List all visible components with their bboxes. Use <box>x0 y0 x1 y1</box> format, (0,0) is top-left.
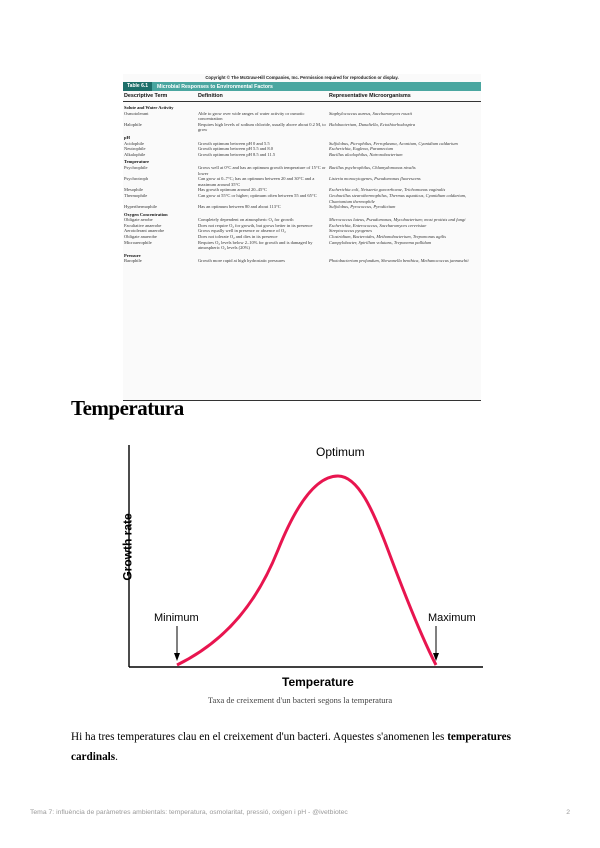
organisms-cell: Clostridium, Bacteroides, Methanobacterium, Trepomonas agilis <box>329 234 447 240</box>
section-title: Solute and Water Activity <box>124 105 174 110</box>
maximum-label: Maximum <box>428 612 476 624</box>
definition-cell: Has growth optimum around 20–45°C <box>198 187 268 193</box>
table-row <box>123 240 481 251</box>
organisms-cell: Geobacillus stearothermophilus, Thermus aquaticus, Cyanidium caldarium, Chaetomium thermophile <box>329 192 467 204</box>
definition-cell: Able to grow over wide ranges of water activity or osmotic concentration <box>198 110 305 122</box>
minimum-arrow <box>174 626 180 661</box>
organisms-cell: Escherichia coli, Neisseria gonorrhoeae, Trichomonas vaginalis <box>329 187 446 193</box>
table-title-bar <box>123 82 481 91</box>
definition-cell: Can grow at 0–7°C; has an optimum between 20 and 30°C and a maximum around 35°C <box>198 176 315 187</box>
footer-text: Tema 7: influència de paràmetres ambientals: temperatura, osmolaritat, pressió, oxigen i pH - @ivetbiotec <box>30 809 348 816</box>
x-axis-label: Temperature <box>282 675 354 689</box>
term-cell: Psychrotroph <box>124 176 148 182</box>
term-cell: Neutrophile <box>124 146 146 152</box>
paragraph-end: . <box>115 751 118 763</box>
definition-cell: Has an optimum between 80 and about 113°C <box>198 204 281 210</box>
definition-cell: Grows equally well in presence or absence of O₂ <box>198 228 286 234</box>
table-row <box>123 176 481 187</box>
table-header-row <box>123 91 481 102</box>
section-title: Temperature <box>124 159 149 165</box>
table-body <box>123 105 481 264</box>
organisms-cell: Sulfolobus, Pyrococcus, Pyrodictium <box>329 204 396 210</box>
page-number: 2 <box>566 809 570 816</box>
organisms-cell: Escherichia, Enterococcus, Saccharomyces cerevisiae <box>329 222 427 228</box>
organisms-cell: Listeria monocytogenes, Pseudomonas fluorescens <box>329 176 421 182</box>
section-title: Pressure <box>124 252 141 258</box>
term-cell: Psychrophile <box>124 164 148 170</box>
table-row <box>123 152 481 158</box>
paragraph-bold-term: temperatures cardinals <box>71 731 511 763</box>
term-cell: Halophile <box>124 121 142 127</box>
term-cell: Mesophile <box>124 187 143 193</box>
growth-curve-svg <box>108 440 488 690</box>
term-cell: Obligate anaerobe <box>124 234 157 240</box>
definition-cell: Completely dependent on atmospheric O₂ for growth <box>198 217 294 223</box>
organisms-cell: Bacillus psychrophilus, Chlamydomonas nivalis <box>329 164 416 170</box>
organisms-cell: Bacillus alcalophilus, Natronobacterium <box>329 151 403 157</box>
definition-cell: Growth optimum between pH 8.5 and 11.5 <box>198 151 276 157</box>
organisms-cell: Micrococcus luteus, Pseudomonas, Mycobacterium; most protists and fungi <box>329 217 466 223</box>
page-footer <box>30 809 570 816</box>
definition-cell: Does not tolerate O₂ and dies in its presence <box>198 234 278 240</box>
body-paragraph <box>71 727 541 767</box>
minimum-label: Minimum <box>154 612 199 624</box>
definition-cell: Growth more rapid at high hydrostatic pressures <box>198 258 285 264</box>
organisms-cell: Campylobacter, Spirillum volutans, Treponema pallidum <box>329 239 432 245</box>
header-descriptive-term: Descriptive Term <box>124 93 168 99</box>
term-cell: Osmotolerant <box>124 110 149 116</box>
term-cell: Hyperthermophile <box>124 204 157 210</box>
table-row <box>123 258 481 264</box>
organisms-cell: Escherichia, Euglena, Paramecium <box>329 146 393 152</box>
section-title: Oxygen Concentration <box>124 211 168 217</box>
definition-cell: Requires O₂ levels below 2–10% for growth and is damaged by atmospheric O₂ levels (20%) <box>198 239 313 251</box>
organisms-cell: Photobacterium profundum, Shewanella benthica, Methanococcus jannaschii <box>329 258 469 264</box>
definition-cell: Growth optimum between pH 0 and 5.5 <box>198 140 270 146</box>
section-title: pH <box>124 134 131 140</box>
term-cell: Alkalophile <box>124 151 146 157</box>
paragraph-text: Hi ha tres temperatures clau en el creixement d'un bacteri. Aquestes s'anomenen les <box>71 731 448 743</box>
header-definition: Definition <box>198 93 223 99</box>
organisms-cell: Staphylococcus aureus, Saccharomyces rouxii <box>329 110 412 116</box>
temperature-growth-graph <box>108 440 488 690</box>
term-cell: Microaerophile <box>124 239 152 245</box>
maximum-arrow <box>433 626 439 661</box>
growth-curve <box>177 476 436 665</box>
term-cell: Acidophile <box>124 140 144 146</box>
environmental-factors-table <box>123 74 481 401</box>
table-number: Table 6.1 <box>123 82 152 91</box>
table-title: Microbial Responses to Environmental Factors <box>157 83 273 90</box>
organisms-cell: Streptococcus pyogenes <box>329 228 372 234</box>
copyright-line: Copyright © The McGraw-Hill Companies, Inc. Permission required for reproduction or display. <box>205 75 399 80</box>
optimum-label: Optimum <box>316 445 365 459</box>
table-row <box>123 193 481 204</box>
definition-cell: Grows well at 0°C and has an optimum growth temperature of 15°C or lower <box>198 164 326 176</box>
term-cell: Barophile <box>124 258 142 264</box>
table-row <box>123 165 481 176</box>
section-heading: Temperatura <box>71 396 184 420</box>
term-cell: Obligate aerobe <box>124 217 153 223</box>
table-row <box>123 122 481 133</box>
table-row <box>123 204 481 210</box>
header-representative-microorganisms: Representative Microorganisms <box>329 93 411 99</box>
y-axis-label: Growth rate <box>120 513 135 581</box>
definition-cell: Can grow at 55°C or higher; optimum often between 55 and 65°C <box>198 192 317 198</box>
organisms-cell: Sulfolobus, Picrophilus, Ferroplasma, Acontium, Cyanidium caldarium <box>329 140 458 146</box>
term-cell: Thermophile <box>124 192 148 198</box>
organisms-cell: Halobacterium, Dunaliella, Ectothiorhodospira <box>329 121 416 127</box>
term-cell: Facultative anaerobe <box>124 222 162 228</box>
definition-cell: Requires high levels of sodium chloride, usually above about 0.2 M, to grow <box>198 121 326 133</box>
term-cell: Aerotolerant anaerobe <box>124 228 165 234</box>
definition-cell: Does not require O₂ for growth, but grows better in its presence <box>198 222 313 228</box>
table-row <box>123 111 481 122</box>
figure-caption: Taxa de creixement d'un bacteri segons la temperatura <box>207 695 393 705</box>
definition-cell: Growth optimum between pH 5.5 and 8.0 <box>198 146 273 152</box>
